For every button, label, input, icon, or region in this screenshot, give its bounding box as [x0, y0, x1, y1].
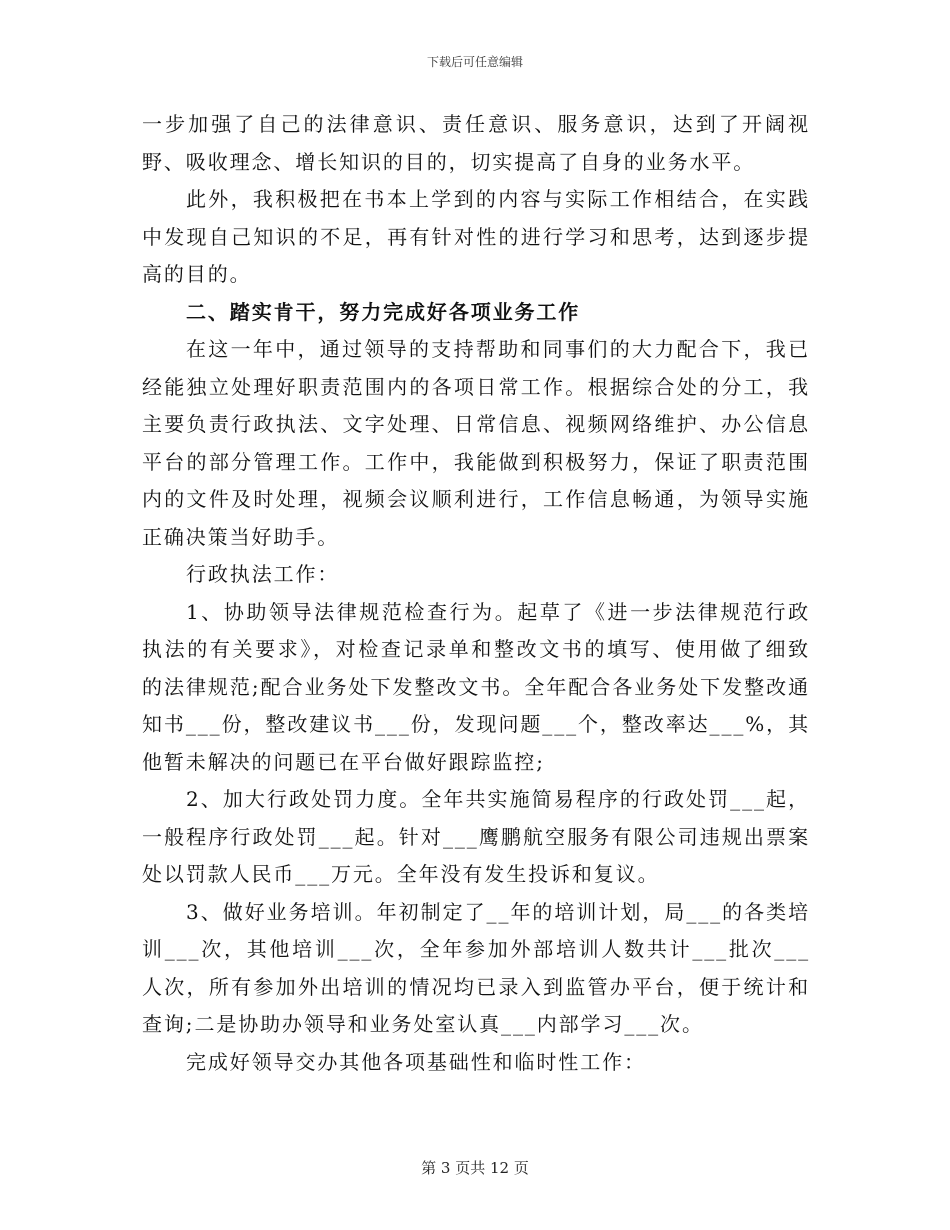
- page-header: 下载后可任意编辑: [426, 55, 523, 69]
- section-heading: 二、踏实肯干，努力完成好各项业务工作: [186, 299, 581, 324]
- paragraph-practice: 此外，我积极把在书本上学到的内容与实际工作相结合，在实践中发现自己知识的不足，再有针对性的进行学习和思考，达到逐步提高的目的。: [142, 187, 810, 286]
- list-item-3: 3、做好业务培训。年初制定了__年的培训计划，局___的各类培训___次，其他培训___次，全年参加外部培训人数共计___批次___人次，所有参加外出培训的情况均已录入到监管办平台，便于统计和查询;二是协助办领导和业务处室认真___内部学习___次。: [142, 899, 810, 1036]
- page-number-footer: 第 3 页共 12 页: [421, 1159, 529, 1177]
- paragraph-other-tasks: 完成好领导交办其他各项基础性和临时性工作：: [186, 1049, 646, 1074]
- list-item-1: 1、协助领导法律规范检查行为。起草了《进一步法律规范行政执法的有关要求》，对检查记录单和整改文书的填写、使用做了细致的法律规范;配合业务处下发整改文书。全年配合各业务处下发整改通知书___份，整改建议书___份，发现问题___个，整改率达___%，其他暂未解决的问题已在平台做好跟踪监控;: [142, 599, 810, 774]
- paragraph-overview: 在这一年中，通过领导的支持帮助和同事们的大力配合下，我已经能独立处理好职责范围内的各项日常工作。根据综合处的分工，我主要负责行政执法、文字处理、日常信息、视频网络维护、办公信息平台的部分管理工作。工作中，我能做到积极努力，保证了职责范围内的文件及时处理，视频会议顺利进行，工作信息畅通，为领导实施正确决策当好助手。: [142, 337, 810, 549]
- subheading-enforcement: 行政执法工作：: [186, 562, 340, 586]
- document-body: [142, 106, 810, 1081]
- paragraph-continuation: 一步加强了自己的法律意识、责任意识、服务意识，达到了开阔视野、吸收理念、增长知识的目的，切实提高了自身的业务水平。: [142, 112, 810, 174]
- list-item-2: 2、加大行政处罚力度。全年共实施简易程序的行政处罚___起，一般程序行政处罚___起。针对___鹰鹏航空服务有限公司违规出票案处以罚款人民币___万元。全年没有发生投诉和复议。: [142, 787, 810, 886]
